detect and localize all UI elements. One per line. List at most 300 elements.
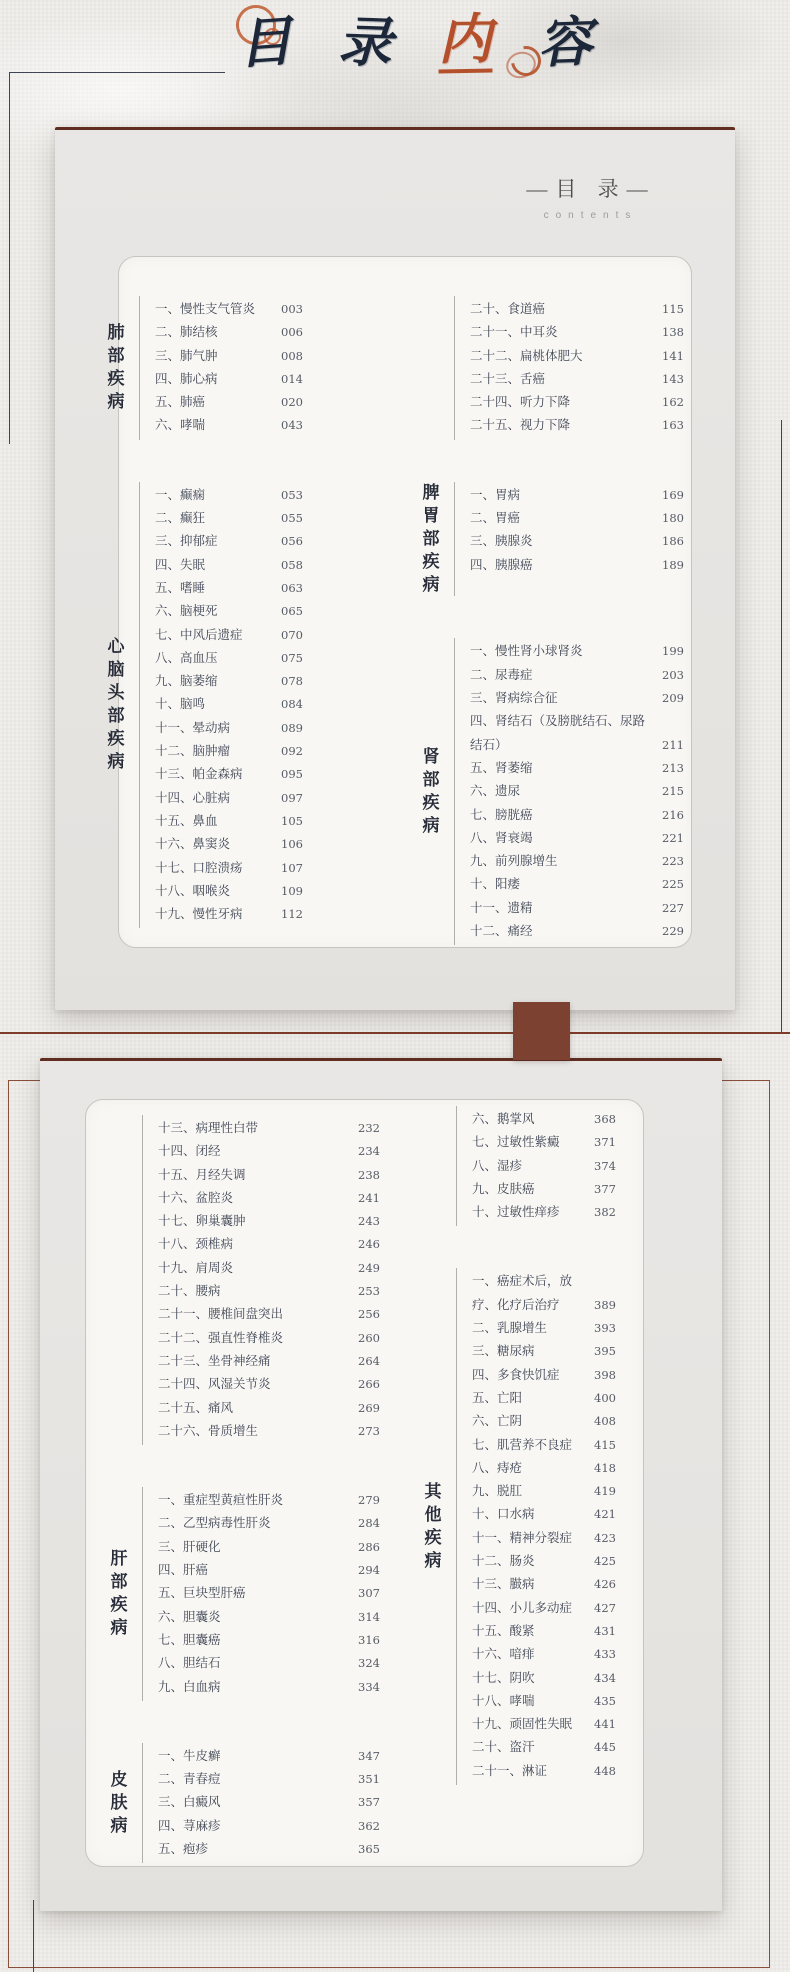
toc-entry-page: 266 bbox=[358, 1377, 380, 1392]
banner-calligraphy-title bbox=[235, 0, 594, 84]
toc-entry-page: 253 bbox=[358, 1284, 380, 1299]
toc-entry bbox=[155, 833, 303, 856]
section-category-label: 心脑头部疾病 bbox=[107, 637, 125, 771]
toc-entry-title: 十七、口腔溃疡 bbox=[155, 860, 243, 875]
toc-entry bbox=[155, 577, 303, 600]
toc-entry-title: 十九、慢性牙病 bbox=[155, 907, 243, 922]
toc-entry-page: 307 bbox=[358, 1586, 380, 1601]
toc-entry bbox=[472, 1713, 616, 1736]
toc-entry bbox=[155, 600, 303, 623]
toc-entry bbox=[158, 1397, 380, 1420]
toc-entry-title: 七、过敏性紫癜 bbox=[472, 1135, 560, 1150]
toc-entry-title: 十二、肠炎 bbox=[472, 1554, 535, 1569]
toc-entry bbox=[470, 298, 684, 321]
toc-entry-title: 十七、阴吹 bbox=[472, 1670, 535, 1685]
toc-entry bbox=[158, 1233, 380, 1256]
side-frame-line bbox=[781, 420, 782, 1032]
toc-entry-page: 316 bbox=[358, 1632, 380, 1647]
toc-entry-page: 374 bbox=[594, 1158, 616, 1173]
toc-entry-title: 二十三、坐骨神经痛 bbox=[158, 1353, 271, 1368]
toc-entry-title: 十九、顽固性失眠 bbox=[472, 1717, 573, 1732]
toc-entry-title: 二十、盗汗 bbox=[472, 1740, 535, 1755]
section-entry-list bbox=[139, 482, 303, 929]
toc-section bbox=[106, 1743, 380, 1863]
toc-entry bbox=[155, 787, 303, 810]
toc-entry bbox=[158, 1303, 380, 1326]
toc-entry bbox=[155, 298, 303, 321]
toc-entry-page: 419 bbox=[594, 1484, 616, 1499]
toc-entry bbox=[470, 368, 684, 391]
toc-entry-page: 286 bbox=[358, 1539, 380, 1554]
toc-entry bbox=[158, 1536, 380, 1559]
toc-entry-page: 055 bbox=[281, 511, 303, 526]
toc-entry-page: 014 bbox=[281, 371, 303, 386]
toc-entry bbox=[472, 1317, 616, 1340]
toc-entry-page: 199 bbox=[662, 644, 684, 659]
toc-entry-page: 371 bbox=[594, 1135, 616, 1150]
toc-entry bbox=[470, 414, 684, 437]
toc-entry-title: 六、鹅掌风 bbox=[472, 1112, 535, 1126]
toc-entry-title: 十五、月经失调 bbox=[158, 1167, 246, 1182]
toc-entry-page: 089 bbox=[281, 720, 303, 735]
toc-entry-title: 十五、酸紧 bbox=[472, 1623, 535, 1638]
toc-entry-page: 423 bbox=[594, 1530, 616, 1545]
toc-entry-title: 二、乙型病毒性肝炎 bbox=[158, 1516, 271, 1531]
toc-entry-page: 065 bbox=[281, 604, 303, 619]
toc-entry-title: 八、胆结石 bbox=[158, 1656, 221, 1671]
toc-entry-title: 十四、心脏病 bbox=[155, 790, 231, 805]
toc-entry-title: 二十五、痛风 bbox=[158, 1400, 234, 1415]
toc-entry bbox=[155, 368, 303, 391]
toc-entry-page: 389 bbox=[594, 1297, 616, 1312]
toc-entry-title: 十八、哮喘 bbox=[472, 1693, 535, 1708]
toc-entry bbox=[470, 873, 684, 896]
toc-entry-title: 一、胃病 bbox=[470, 487, 521, 502]
toc-entry bbox=[470, 780, 684, 803]
toc-entry bbox=[472, 1364, 616, 1387]
toc-entry-page: 213 bbox=[662, 760, 684, 775]
toc-entry bbox=[155, 693, 303, 716]
toc-section bbox=[106, 1115, 380, 1445]
toc-entry-title: 九、脑萎缩 bbox=[155, 674, 218, 689]
banner-char: 录 bbox=[336, 9, 394, 75]
toc-entry-page: 106 bbox=[281, 837, 303, 852]
toc-entry bbox=[470, 484, 684, 507]
section-entry-list bbox=[142, 1743, 380, 1863]
toc-entry-page: 273 bbox=[358, 1423, 380, 1438]
toc-entry bbox=[472, 1643, 616, 1666]
toc-entry-page: 008 bbox=[281, 348, 303, 363]
toc-entry-title: 十八、咽喉炎 bbox=[155, 883, 231, 898]
toc-entry-page: 433 bbox=[594, 1647, 616, 1662]
toc-entry-page: 351 bbox=[358, 1772, 380, 1787]
toc-entry-title: 九、前列腺增生 bbox=[470, 854, 558, 869]
toc-entry-title: 二十一、中耳炎 bbox=[470, 325, 558, 340]
toc-entry-page: 427 bbox=[594, 1600, 616, 1615]
toc-entry-page: 115 bbox=[662, 302, 684, 316]
toc-entry-page: 408 bbox=[594, 1414, 616, 1429]
toc-entry-title: 二、青春痘 bbox=[158, 1772, 221, 1787]
toc-entry-page: 246 bbox=[358, 1237, 380, 1252]
toc-entry-title: 三、胰腺炎 bbox=[470, 534, 533, 549]
toc-section bbox=[106, 1487, 380, 1701]
toc-entry-title: 二、尿毒症 bbox=[470, 667, 533, 682]
toc-entry-title: 二十五、视力下降 bbox=[470, 418, 571, 433]
toc-entry-page: 209 bbox=[662, 691, 684, 706]
toc-entry-page: 063 bbox=[281, 580, 303, 595]
toc-entry bbox=[158, 1280, 380, 1303]
toc-section bbox=[420, 1268, 616, 1785]
toc-entry-page: 418 bbox=[594, 1460, 616, 1475]
toc-entry-title: 十五、鼻血 bbox=[155, 813, 218, 828]
toc-entry-page: 431 bbox=[594, 1623, 616, 1638]
toc-entry bbox=[470, 345, 684, 368]
toc-entry-title: 四、肾结石（及膀胱结石、尿路结石） bbox=[470, 714, 646, 752]
toc-entry bbox=[470, 640, 684, 663]
toc-entry-title: 四、肺心病 bbox=[155, 371, 218, 386]
toc-entry-title: 六、哮喘 bbox=[155, 418, 206, 433]
toc-entry-title: 十七、卵巢囊肿 bbox=[158, 1214, 246, 1229]
toc-entry-title: 八、痔疮 bbox=[472, 1460, 523, 1475]
toc-entry-title: 三、抑郁症 bbox=[155, 534, 218, 549]
toc-entry-title: 十一、精神分裂症 bbox=[472, 1530, 573, 1545]
toc-entry-page: 109 bbox=[281, 883, 303, 898]
toc-entry-title: 八、湿疹 bbox=[472, 1158, 523, 1173]
toc-entry-page: 084 bbox=[281, 697, 303, 712]
toc-entry-title: 三、糖尿病 bbox=[472, 1344, 535, 1359]
toc-entry-title: 六、遗尿 bbox=[470, 784, 521, 799]
toc-entry-title: 二十一、腰椎间盘突出 bbox=[158, 1307, 284, 1322]
toc-entry bbox=[155, 321, 303, 344]
toc-entry-title: 七、膀胱癌 bbox=[470, 807, 533, 822]
toc-entry bbox=[158, 1791, 380, 1814]
toc-entry-title: 十一、晕动病 bbox=[155, 720, 231, 735]
toc-entry-title: 六、脑梗死 bbox=[155, 604, 218, 619]
toc-entry-title: 四、胰腺癌 bbox=[470, 557, 533, 572]
toc-entry bbox=[155, 880, 303, 903]
toc-entry bbox=[472, 1480, 616, 1503]
toc-entry-page: 003 bbox=[281, 302, 303, 316]
toc-entry-page: 186 bbox=[662, 534, 684, 549]
toc-entry-page: 180 bbox=[662, 511, 684, 526]
toc-entry bbox=[470, 920, 684, 943]
toc-entry-page: 426 bbox=[594, 1577, 616, 1592]
toc-entry bbox=[470, 321, 684, 344]
section-entry-list bbox=[139, 296, 303, 440]
toc-entry-title: 四、失眠 bbox=[155, 557, 206, 572]
toc-entry-page: 215 bbox=[662, 784, 684, 799]
toc-entry-title: 五、巨块型肝癌 bbox=[158, 1586, 246, 1601]
toc-entry bbox=[155, 647, 303, 670]
toc-entry-title: 十二、脑肿瘤 bbox=[155, 744, 231, 759]
toc-entry-title: 九、脱肛 bbox=[472, 1484, 523, 1499]
toc-entry-page: 393 bbox=[594, 1321, 616, 1336]
toc-entry-page: 421 bbox=[594, 1507, 616, 1522]
toc-entry-page: 264 bbox=[358, 1353, 380, 1368]
banner-char-accent: 内 bbox=[437, 6, 493, 71]
toc-entry-page: 225 bbox=[662, 877, 684, 892]
toc-entry-page: 232 bbox=[358, 1121, 380, 1135]
toc-entry-page: 211 bbox=[662, 737, 684, 752]
toc-entry-title: 十八、颈椎病 bbox=[158, 1237, 234, 1252]
toc-entry bbox=[472, 1108, 616, 1131]
toc-entry-title: 七、肌营养不良症 bbox=[472, 1437, 573, 1452]
toc-entry-page: 043 bbox=[281, 418, 303, 433]
toc-entry-page: 138 bbox=[662, 325, 684, 340]
toc-section bbox=[418, 296, 684, 440]
toc-entry bbox=[472, 1667, 616, 1690]
toc-entry-page: 445 bbox=[594, 1740, 616, 1755]
toc-entry bbox=[472, 1131, 616, 1154]
corner-frame-line bbox=[9, 72, 225, 73]
toc-column bbox=[420, 1106, 616, 1785]
toc-entry-page: 234 bbox=[358, 1144, 380, 1159]
toc-entry-page: 347 bbox=[358, 1748, 380, 1763]
toc-header bbox=[484, 173, 690, 221]
toc-entry bbox=[158, 1652, 380, 1675]
toc-entry bbox=[472, 1597, 616, 1620]
toc-entry-page: 107 bbox=[281, 860, 303, 875]
section-category-label: 肾部疾病 bbox=[422, 747, 440, 835]
toc-section bbox=[418, 638, 684, 945]
toc-entry-page: 435 bbox=[594, 1693, 616, 1708]
toc-entry-page: 243 bbox=[358, 1214, 380, 1229]
toc-entry-title: 十、脑鸣 bbox=[155, 697, 206, 712]
banner-char: 容 bbox=[536, 9, 594, 75]
toc-entry-title: 三、白癜风 bbox=[158, 1795, 221, 1810]
toc-entry-title: 一、牛皮癣 bbox=[158, 1748, 221, 1763]
toc-entry-page: 053 bbox=[281, 487, 303, 502]
toc-entry-title: 五、肺癌 bbox=[155, 395, 206, 410]
toc-entry bbox=[472, 1201, 616, 1224]
toc-entry bbox=[472, 1550, 616, 1573]
toc-entry-page: 075 bbox=[281, 650, 303, 665]
toc-entry-title: 十三、帕金森病 bbox=[155, 767, 243, 782]
toc-entry-page: 203 bbox=[662, 667, 684, 682]
toc-entry-title: 十四、闭经 bbox=[158, 1144, 221, 1159]
toc-entry-title: 九、白血病 bbox=[158, 1679, 221, 1694]
section-entry-list bbox=[454, 296, 684, 440]
toc-entry bbox=[158, 1559, 380, 1582]
toc-entry bbox=[470, 664, 684, 687]
toc-entry-page: 189 bbox=[662, 557, 684, 572]
toc-column bbox=[106, 1115, 380, 1863]
toc-entry-title: 十、过敏性痒疹 bbox=[472, 1205, 560, 1220]
brown-square-ornament bbox=[513, 1002, 570, 1060]
toc-entry-page: 249 bbox=[358, 1260, 380, 1275]
toc-entry-page: 095 bbox=[281, 767, 303, 782]
toc-entry-page: 284 bbox=[358, 1516, 380, 1531]
toc-entry-page: 260 bbox=[358, 1330, 380, 1345]
toc-entry bbox=[158, 1187, 380, 1210]
toc-entry-page: 441 bbox=[594, 1717, 616, 1732]
corner-frame-line bbox=[9, 72, 10, 444]
toc-entry bbox=[470, 804, 684, 827]
toc-column bbox=[103, 296, 303, 928]
toc-entry-title: 二十、食道癌 bbox=[470, 302, 546, 316]
toc-entry bbox=[158, 1606, 380, 1629]
toc-entry-title: 十四、小儿多动症 bbox=[472, 1600, 573, 1615]
toc-entry-page: 229 bbox=[662, 924, 684, 939]
toc-entry-title: 四、多食快饥症 bbox=[472, 1367, 560, 1382]
toc-entry bbox=[158, 1489, 380, 1512]
section-entry-list bbox=[142, 1115, 380, 1445]
toc-entry-page: 368 bbox=[594, 1112, 616, 1126]
section-entry-list bbox=[454, 482, 684, 597]
section-entry-list bbox=[456, 1106, 616, 1226]
toc-entry bbox=[155, 530, 303, 553]
section-entry-list bbox=[142, 1487, 380, 1701]
toc-entry-title: 十三、臌病 bbox=[472, 1577, 535, 1592]
toc-entry bbox=[158, 1629, 380, 1652]
toc-entry-page: 448 bbox=[594, 1763, 616, 1778]
toc-entry-page: 238 bbox=[358, 1167, 380, 1182]
toc-entry bbox=[470, 850, 684, 873]
toc-entry-page: 097 bbox=[281, 790, 303, 805]
toc-entry-page: 395 bbox=[594, 1344, 616, 1359]
toc-entry bbox=[158, 1838, 380, 1861]
toc-entry bbox=[155, 345, 303, 368]
toc-entry bbox=[472, 1760, 616, 1783]
toc-entry bbox=[155, 391, 303, 414]
toc-entry-title: 二十四、听力下降 bbox=[470, 395, 571, 410]
toc-entry bbox=[472, 1736, 616, 1759]
toc-entry bbox=[155, 670, 303, 693]
toc-entry-title: 一、慢性肾小球肾炎 bbox=[470, 644, 583, 659]
toc-entry-page: 058 bbox=[281, 557, 303, 572]
toc-entry-title: 十、口水病 bbox=[472, 1507, 535, 1522]
section-category-label: 皮肤病 bbox=[110, 1769, 128, 1835]
toc-entry-page: 398 bbox=[594, 1367, 616, 1382]
toc-entry bbox=[470, 530, 684, 553]
toc-entry-title: 十三、病理性白带 bbox=[158, 1121, 259, 1135]
toc-entry bbox=[158, 1373, 380, 1396]
toc-entry-page: 092 bbox=[281, 744, 303, 759]
toc-entry bbox=[155, 554, 303, 577]
toc-entry bbox=[155, 717, 303, 740]
toc-subtitle: contents bbox=[543, 210, 638, 221]
toc-entry-page: 163 bbox=[662, 418, 684, 433]
toc-entry-title: 十二、痛经 bbox=[470, 924, 533, 939]
toc-entry-title: 二十三、舌癌 bbox=[470, 371, 546, 386]
toc-entry-page: 377 bbox=[594, 1181, 616, 1196]
toc-entry-title: 二、肺结核 bbox=[155, 325, 218, 340]
toc-entry-page: 382 bbox=[594, 1205, 616, 1220]
toc-entry-title: 三、肝硬化 bbox=[158, 1539, 221, 1554]
toc-entry bbox=[470, 507, 684, 530]
toc-entry bbox=[158, 1117, 380, 1140]
toc-entry-title: 二、癫狂 bbox=[155, 511, 206, 526]
toc-entry-title: 四、荨麻疹 bbox=[158, 1818, 221, 1833]
toc-entry-title: 十、阳痿 bbox=[470, 877, 521, 892]
toc-entry bbox=[472, 1340, 616, 1363]
toc-entry bbox=[158, 1164, 380, 1187]
toc-entry bbox=[158, 1745, 380, 1768]
toc-entry-page: 078 bbox=[281, 674, 303, 689]
section-category-label: 肺部疾病 bbox=[107, 323, 125, 411]
toc-entry-page: 006 bbox=[281, 325, 303, 340]
toc-entry-title: 十六、喑痱 bbox=[472, 1647, 535, 1662]
toc-entry-title: 十六、鼻窦炎 bbox=[155, 837, 231, 852]
toc-entry bbox=[470, 757, 684, 780]
toc-title: —目 录— bbox=[526, 177, 656, 201]
toc-entry-title: 三、肺气肿 bbox=[155, 348, 218, 363]
toc-entry-page: 314 bbox=[358, 1609, 380, 1624]
toc-entry-page: 357 bbox=[358, 1795, 380, 1810]
toc-entry bbox=[472, 1457, 616, 1480]
toc-entry bbox=[472, 1573, 616, 1596]
toc-entry bbox=[472, 1387, 616, 1410]
toc-entry bbox=[472, 1155, 616, 1178]
divider-rule-line bbox=[0, 1032, 790, 1034]
toc-entry bbox=[155, 810, 303, 833]
toc-entry-page: 216 bbox=[662, 807, 684, 822]
toc-entry bbox=[470, 687, 684, 710]
toc-entry bbox=[158, 1140, 380, 1163]
toc-entry-page: 141 bbox=[662, 348, 684, 363]
toc-entry-title: 一、癌症术后，放疗、化疗后治疗 bbox=[472, 1274, 573, 1312]
toc-entry-title: 二十四、风湿关节炎 bbox=[158, 1377, 271, 1392]
toc-entry-title: 一、重症型黄疸性肝炎 bbox=[158, 1493, 284, 1508]
toc-entry-page: 279 bbox=[358, 1493, 380, 1508]
toc-entry-title: 二、胃癌 bbox=[470, 511, 521, 526]
toc-entry-title: 二、乳腺增生 bbox=[472, 1321, 548, 1336]
toc-entry-title: 十六、盆腔炎 bbox=[158, 1190, 234, 1205]
toc-entry bbox=[472, 1503, 616, 1526]
section-category-label: 其他疾病 bbox=[424, 1481, 442, 1570]
toc-entry-title: 九、皮肤癌 bbox=[472, 1181, 535, 1196]
toc-entry-title: 七、中风后遗症 bbox=[155, 627, 243, 642]
toc-entry-title: 二十一、淋证 bbox=[472, 1763, 548, 1778]
toc-entry bbox=[470, 897, 684, 920]
toc-entry bbox=[155, 763, 303, 786]
toc-entry bbox=[472, 1178, 616, 1201]
toc-entry bbox=[158, 1420, 380, 1443]
toc-entry bbox=[155, 903, 303, 926]
toc-entry-title: 十九、肩周炎 bbox=[158, 1260, 234, 1275]
toc-entry-page: 112 bbox=[281, 907, 303, 922]
section-category-label: 肝部疾病 bbox=[110, 1549, 128, 1637]
toc-entry-page: 400 bbox=[594, 1390, 616, 1405]
toc-entry-page: 365 bbox=[358, 1842, 380, 1857]
toc-entry bbox=[472, 1690, 616, 1713]
section-entry-list bbox=[456, 1268, 616, 1785]
toc-entry-title: 五、亡阳 bbox=[472, 1390, 523, 1405]
toc-entry bbox=[472, 1270, 616, 1317]
toc-entry-page: 269 bbox=[358, 1400, 380, 1415]
toc-section bbox=[420, 1106, 616, 1226]
toc-entry bbox=[158, 1512, 380, 1535]
toc-entry bbox=[155, 414, 303, 437]
toc-section bbox=[103, 296, 303, 440]
toc-entry bbox=[158, 1815, 380, 1838]
toc-entry-title: 三、肾病综合征 bbox=[470, 691, 558, 706]
toc-entry-page: 434 bbox=[594, 1670, 616, 1685]
toc-entry-title: 七、胆囊癌 bbox=[158, 1632, 221, 1647]
section-category-label: 脾胃部疾病 bbox=[422, 482, 440, 594]
toc-entry bbox=[472, 1410, 616, 1433]
toc-entry-title: 五、嗜睡 bbox=[155, 580, 206, 595]
toc-entry-title: 一、慢性支气管炎 bbox=[155, 302, 256, 316]
section-entry-list bbox=[454, 638, 684, 945]
toc-entry-page: 425 bbox=[594, 1554, 616, 1569]
toc-entry bbox=[470, 710, 684, 757]
toc-entry-title: 六、胆囊炎 bbox=[158, 1609, 221, 1624]
toc-entry bbox=[155, 624, 303, 647]
toc-entry bbox=[470, 391, 684, 414]
toc-entry bbox=[158, 1768, 380, 1791]
toc-entry-title: 一、癫痫 bbox=[155, 487, 206, 502]
